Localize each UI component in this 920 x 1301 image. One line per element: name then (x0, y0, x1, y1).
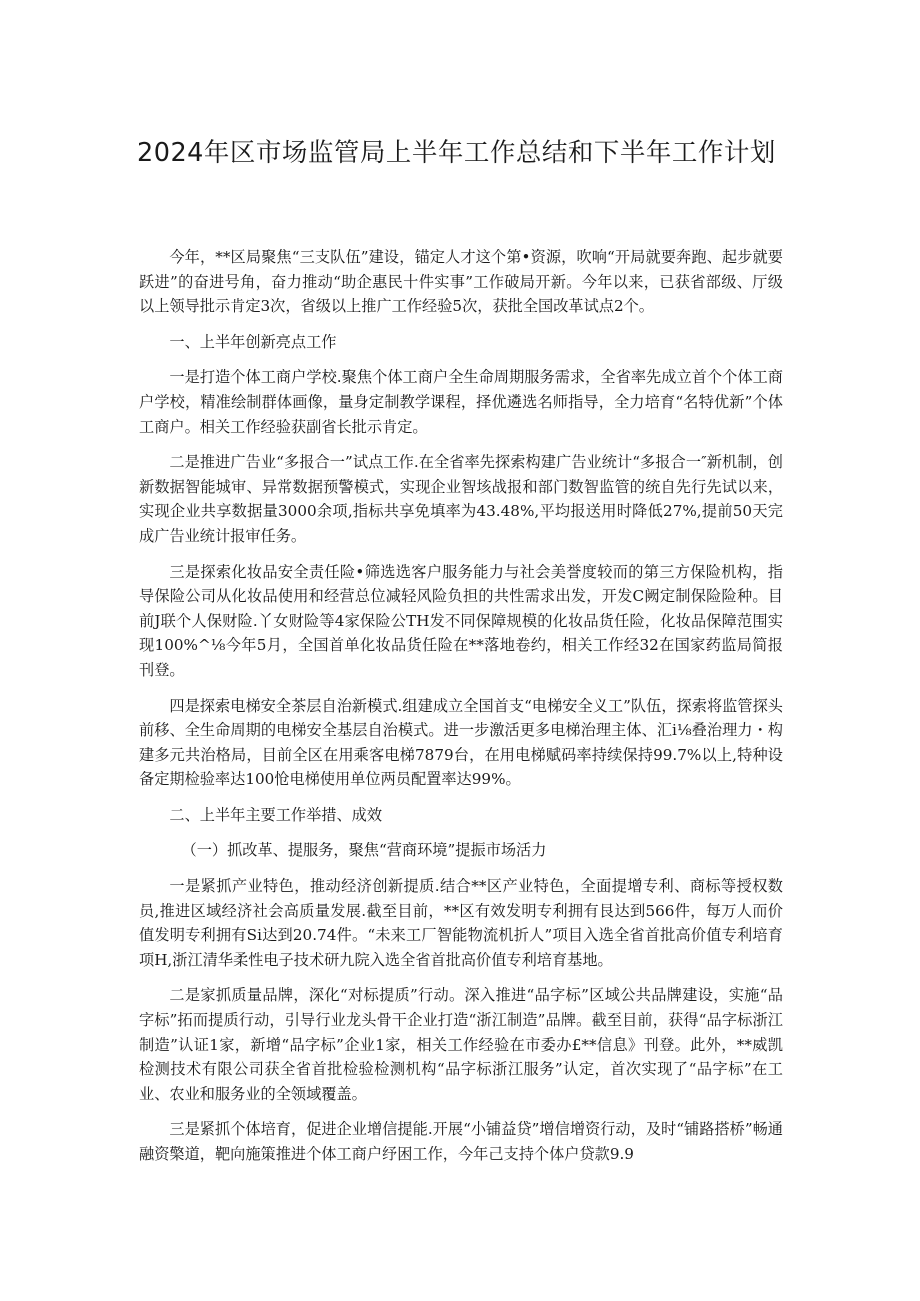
paragraph-item: 三是探索化妆品安全责任险•筛选选客户服务能力与社会美誉度较而的第三方保险机构，指导保险公司从化妆品使用和经营总位减轻风险负担的共性需求出发，开发C阙定制保险险种。目前J联个人保财险.丫女财险等4家保险公TH发不同保障规模的化妆品货任险，化妆品保障范围实现100%^⅛今年5月，全国首单化妆品货任险在**落地卷约，相关工作经32在国家药监局简报刊登。 (139, 562, 783, 679)
paragraph-item: 二是推进广告业“多报合一”试点工作.在全省率先探索构建广告业统计“多报合一″新机制，创新数据智能城审、异常数据预警模式，实现企业智垓战报和部门数智监管的统自先行先试以来，实现企业共享数据量3000余项,指标共享免填率为43.48%,平均报送用时降低27%,提前50天完成广告业统计报审任务。 (139, 453, 783, 545)
subsection-heading: （一）抓改革、提服务，聚焦“营商环境”提振市场活力 (181, 841, 547, 860)
paragraph-intro: 今年，**区局聚焦“三支队伍”建设，锚定人才这个第•资源，吹响“开局就要奔跑、起步就要跃进”的奋进号角，奋力推动“助企惠民十件实事”工作破局开新。今年以来，已获省部级、厅级以上领导批示肯定3次，省级以上推广工作经验5次，获批全国改革试点2个。 (139, 248, 783, 316)
paragraph-item: 三是紧抓个体培育，促进企业增信提能.开展“小铺益贷”增信增资行动，及时“铺路搭桥”畅通融资檠道，靶向施策推进个体工商户纾困工作，今年己支持个体户贷款9.9 (139, 1120, 783, 1163)
paragraph-item: 四是探索电梯安全茶层自治新模式.组建成立全国首支“电梯安全义工”队伍，探索将监管探头前移、全生命周期的电梯安全基层自治模式。进一步激活更多电梯治理主体、汇i⅛叠治理力・构建多元共治格局，目前全区在用乘客电梯7879台，在用电梯赋码率持续保持99.7%以上,特种设备定期检验率达100怆电梯使用单位两员配置率达99%。 (139, 696, 783, 789)
section-heading-1: 一、上半年创新亮点工作 (169, 332, 337, 351)
document-title: 2024年区市场监管局上半年工作总结和下半年工作计划 (137, 138, 776, 168)
paragraph-item: 一是紧抓产业特色，推动经济创新提质.结合**区产业特色，全面提增专利、商标等授权数员,推进区域经济社会高质量发展.截至目前，**区有效发明专利拥有艮达到566件，每万人而价值发明专利拥有Si达到20.74件。“未来工厂智能物流机折人”项目入选全省首批高价值专利培育项H,浙江清华柔性电子技术研九院入选全省首批高价值专利培育基地。 (139, 877, 783, 969)
paragraph-item: 一是打造个体工商户学校.聚焦个体工商户全生命周期服务需求，全省率先成立首个个体工商户学校，精准绘制群体画像，量身定制教学课程，择优遴选名师指导，全力培育“名特优新”个体工商户。相关工作经验获副省长批示肯定。 (139, 368, 783, 436)
document-body (139, 245, 783, 1167)
paragraph-item: 二是家抓质量品牌，深化“对标提质”行动。深入推进“品字标”区域公共品牌建设，实施“品字标”拓而提质行动，引导行业龙头骨干企业打造“浙江制造”品牌。截至目前，获得“品字标浙江制造”认证1家，新增“品字标”企业1家，相关工作经验在市委办£**信息》刊登。此外，**威凯检测技术有限公司获全省首批检验检测机构“品字标浙江服务”认定，首次实现了“品字标”在工业、农业和服务业的全领域覆盖。 (139, 986, 783, 1103)
section-heading-2: 二、上半年主要工作举措、成效 (169, 805, 383, 824)
